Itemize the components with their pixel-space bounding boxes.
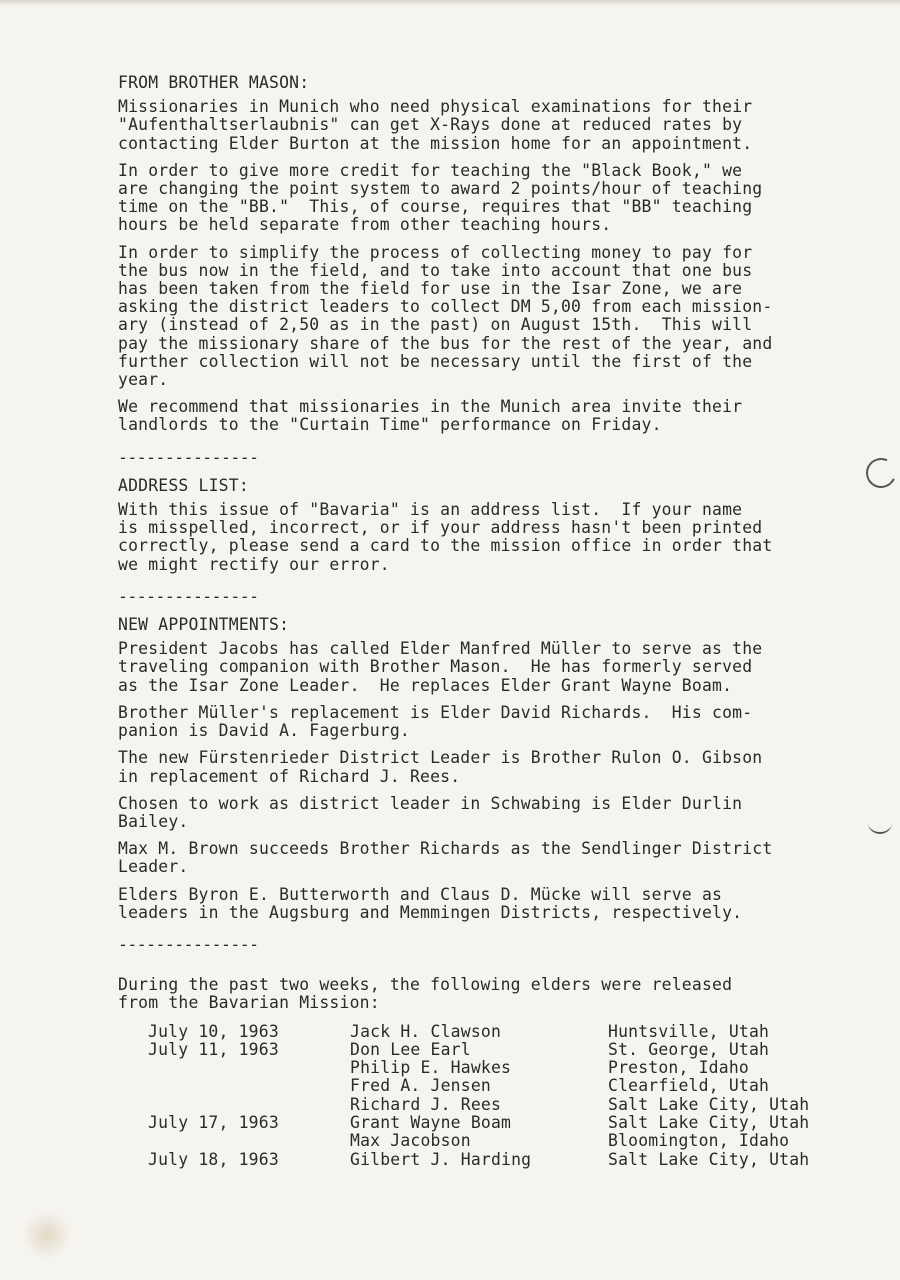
paragraph: Brother Müller's replacement is Elder David Richards. His com- panion is David A. Fagerburg. — [118, 702, 753, 741]
paragraph: The new Fürstenrieder District Leader is Brother Rulon O. Gibson in replacement of Richard J. Rees. — [118, 748, 763, 786]
release-date: July 18, 1963 — [148, 1149, 279, 1169]
paragraph: Missionaries in Munich who need physical examinations for their "Aufenthaltserlaubnis" can get X-Rays done at reduced rates by contacting Elder Burton at the mission home for an appointment. — [118, 97, 753, 153]
hometown: St. George, Utah — [608, 1039, 770, 1059]
elder-name: Fred A. Jensen — [350, 1076, 491, 1096]
binder-hole-mark — [868, 812, 892, 834]
release-date — [148, 1059, 350, 1077]
hometown: Bloomington, Idaho — [608, 1131, 790, 1151]
hometown: Salt Lake City, Utah — [608, 1113, 810, 1133]
elder-name: Richard J. Rees — [350, 1094, 502, 1114]
release-date: July 11, 1963 — [148, 1039, 279, 1059]
hometown: Preston, Idaho — [608, 1058, 749, 1078]
elder-name: Grant Wayne Boam — [350, 1113, 512, 1133]
released-elders-table — [148, 1023, 848, 1169]
page-top-edge — [0, 0, 900, 6]
binder-hole-mark — [862, 454, 900, 492]
table-row — [148, 1151, 848, 1169]
paragraph: In order to give more credit for teaching the "Black Book," we are changing the point system to award 2 points/hour of teaching time on the "BB." This, of course, requires that "BB" teaching hours be held separate from other teaching hours. — [118, 160, 763, 235]
table-row — [148, 1041, 848, 1059]
table-row — [148, 1096, 848, 1114]
paragraph: We recommend that missionaries in the Munich area invite their landlords to the "Curtain Time" performance on Friday. — [118, 397, 743, 435]
section-heading-appointments: NEW APPOINTMENTS: — [118, 615, 290, 635]
section-heading-address: ADDRESS LIST: — [118, 475, 249, 495]
table-row — [148, 1114, 848, 1132]
release-date — [148, 1096, 350, 1114]
elder-name: Jack H. Clawson — [350, 1021, 502, 1041]
elder-name: Gilbert J. Harding — [350, 1149, 532, 1169]
paragraph: President Jacobs has called Elder Manfred Müller to serve as the traveling companion with Brother Mason. He has formerly served as the Isar Zone Leader. He replaces Elder Grant Wayne Boam. — [118, 639, 763, 695]
table-row — [148, 1077, 848, 1095]
paper-stain — [22, 1210, 72, 1260]
release-date — [148, 1077, 350, 1095]
release-date — [148, 1132, 350, 1150]
elder-name: Max Jacobson — [350, 1131, 471, 1151]
released-intro: During the past two weeks, the following elders were released from the Bavarian Mission: — [118, 975, 733, 1013]
paragraph: Max M. Brown succeeds Brother Richards as the Sendlinger District Leader. — [118, 839, 773, 877]
typed-page — [118, 74, 848, 1169]
table-row — [148, 1059, 848, 1077]
section-heading-mason: FROM BROTHER MASON: — [118, 73, 310, 92]
hometown: Salt Lake City, Utah — [608, 1094, 810, 1114]
paragraph: Chosen to work as district leader in Schwabing is Elder Durlin Bailey. — [118, 793, 743, 831]
paragraph: In order to simplify the process of collecting money to pay for the bus now in the field, and to take into account that one bus has been taken from the field for use in the Isar Zone, we are asking the district leaders to collect DM 5,00 from each mission- ary (instead of 2,50 as in the past) on August 15th. This will pay the missionary share of the bus for the rest of the year, and further collection will not be necessary until the first of the year. — [118, 242, 773, 390]
release-date: July 10, 1963 — [148, 1021, 279, 1041]
elder-name: Don Lee Earl — [350, 1039, 471, 1059]
release-date: July 17, 1963 — [148, 1113, 279, 1133]
section-separator: --------------- — [118, 447, 259, 467]
hometown: Huntsville, Utah — [608, 1021, 770, 1041]
hometown: Salt Lake City, Utah — [608, 1149, 810, 1169]
paragraph: Elders Byron E. Butterworth and Claus D. Mücke will serve as leaders in the Augsburg and Memmingen Districts, respectively. — [118, 884, 743, 922]
elder-name: Philip E. Hawkes — [350, 1058, 512, 1078]
table-row — [148, 1132, 848, 1150]
paragraph: With this issue of "Bavaria" is an address list. If your name is misspelled, incorrect, or if your address hasn't been printed correctly, please send a card to the mission office in order that we might rectify our error. — [118, 500, 773, 574]
section-separator: --------------- — [118, 934, 259, 954]
hometown: Clearfield, Utah — [608, 1076, 770, 1096]
table-row — [148, 1023, 848, 1041]
section-separator: --------------- — [118, 586, 259, 606]
